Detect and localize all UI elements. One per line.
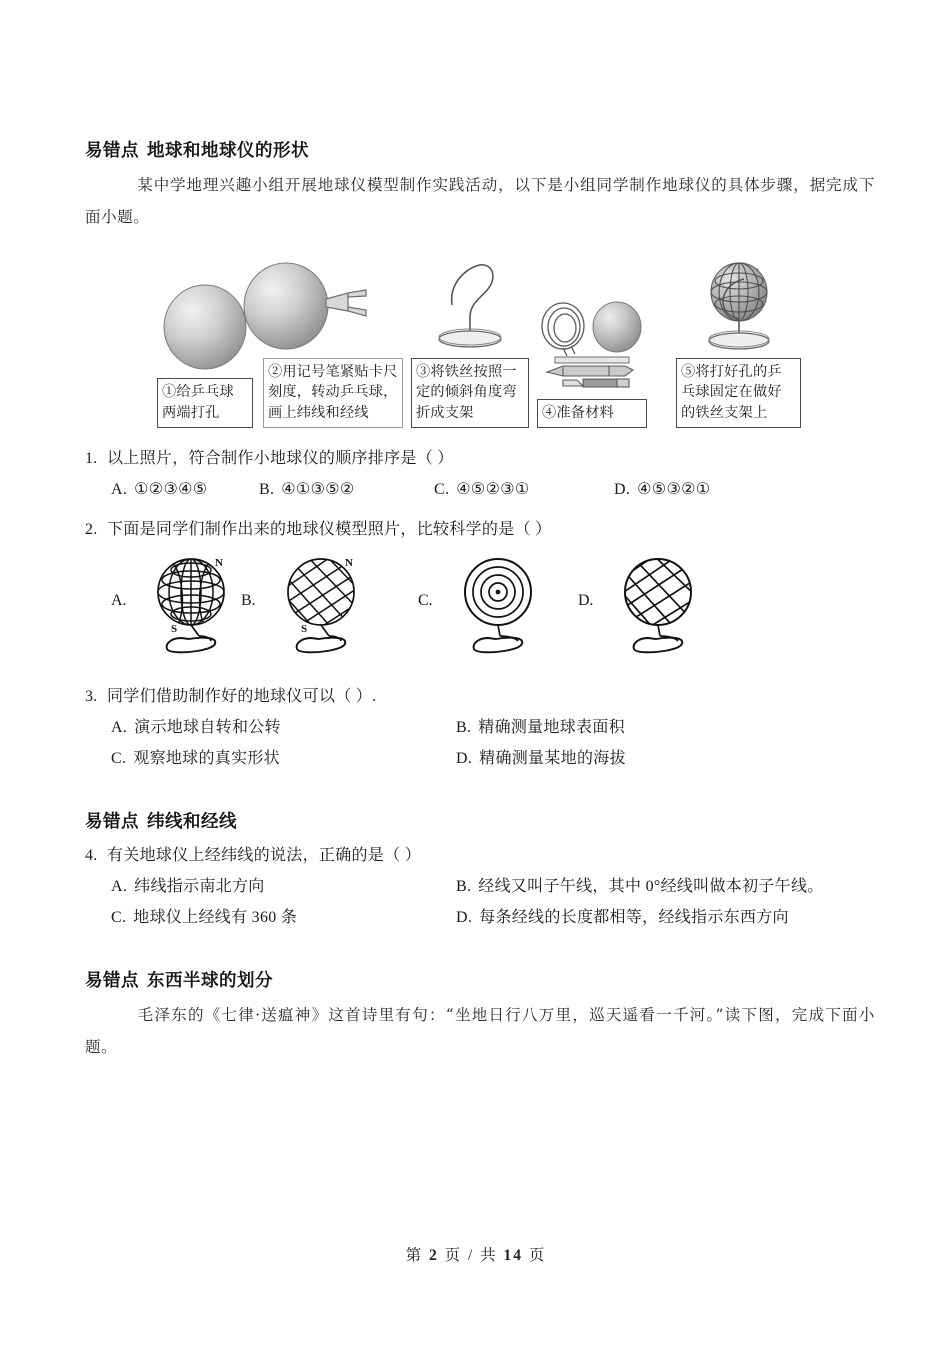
question-3-option-b[interactable] (456, 712, 801, 743)
step-4-caption: ④准备材料 (542, 404, 614, 421)
question-1-option-b-text: ④①③⑤② (281, 481, 355, 499)
section-3-intro (85, 1000, 875, 1064)
question-1-options (85, 474, 875, 505)
question-2-option-b-label: B. (241, 591, 256, 609)
section-heading-3-prefix: 易错点 (85, 970, 139, 991)
section-1-intro-text: 某中学地理兴趣小组开展地球仪模型制作实践活动，以下是小组同学制作地球仪的具体步骤，据完成下面小题。 (85, 176, 875, 227)
question-4-number: 4. (85, 846, 98, 864)
question-3-option-a[interactable] (111, 712, 456, 743)
question-1-option-b-label: B. (259, 481, 275, 499)
question-4-option-d-text: 每条经线的长度都相等，经线指示东西方向 (479, 909, 789, 927)
globe-making-steps-figure (85, 248, 875, 428)
question-3-option-c-label: C. (111, 750, 127, 768)
question-1-option-c-text: ④⑤②③① (456, 481, 530, 499)
step-5-caption: ⑤将打好孔的乒乓球固定在做好的铁丝支架上 (681, 364, 782, 421)
question-2-option-a[interactable] (111, 554, 241, 658)
question-3-option-c[interactable] (111, 743, 456, 774)
question-1-option-d-text: ④⑤③②① (637, 481, 711, 499)
question-2-figure-options (85, 554, 875, 658)
section-heading-3-title: 东西半球的划分 (147, 970, 273, 991)
pole-label-south-a: S (171, 622, 178, 635)
globe-icon-a (141, 554, 245, 656)
question-1-option-a-label: A. (111, 481, 128, 499)
section-heading-2-prefix: 易错点 (85, 811, 139, 832)
section-heading-2 (85, 809, 875, 835)
question-3-option-d-text: 精确测量某地的海拔 (479, 750, 626, 768)
step-2-caption: ②用记号笔紧贴卡尺刻度，转动乒乓球，画上纬线和经线 (268, 364, 398, 421)
question-4-stem (85, 841, 875, 871)
question-4-option-c[interactable] (111, 902, 456, 933)
question-1-option-c-label: C. (434, 481, 450, 499)
question-3-options-row-2 (85, 743, 875, 774)
section-heading-2-title: 纬线和经线 (147, 811, 237, 832)
question-4-option-c-text: 地球仪上经线有 360 条 (133, 909, 298, 927)
question-3-text: 同学们借助制作好的地球仪可以（ ）. (107, 687, 377, 705)
step-3 (411, 358, 529, 427)
section-1-intro (85, 170, 875, 234)
section-heading-1-prefix: 易错点 (85, 141, 139, 161)
footer-middle: 页 / 共 (444, 1247, 498, 1264)
section-3-intro-text: 毛泽东的《七律·送瘟神》这首诗里有句：“坐地日行八万里，巡天遥看一千河。”读下图，完成下面小题。 (85, 1005, 875, 1056)
question-1-option-a[interactable] (111, 474, 259, 505)
question-3-option-d[interactable] (456, 743, 801, 774)
question-2-option-c[interactable] (418, 554, 548, 658)
question-4-option-b-text: 经线又叫子午线，其中 0°经线叫做本初子午线。 (478, 878, 824, 896)
question-4-text: 有关地球仪上经纬线的说法，正确的是（ ） (107, 846, 422, 864)
question-2-option-d[interactable] (578, 554, 708, 658)
step-2-illustration (240, 259, 378, 358)
question-1-option-b[interactable] (259, 474, 434, 505)
question-2-option-a-label: A. (111, 591, 127, 609)
footer-current-page: 2 (428, 1247, 439, 1264)
question-3-option-b-text: 精确测量地球表面积 (478, 719, 625, 737)
question-1-text: 以上照片，符合制作小地球仪的顺序排序是（ ） (107, 449, 454, 467)
question-3-option-b-label: B. (456, 719, 472, 737)
page-content (85, 138, 875, 1063)
question-3-option-c-text: 观察地球的真实形状 (133, 750, 280, 768)
step-1-caption: ①给乒乓球两端打孔 (162, 384, 234, 421)
question-1-option-d[interactable] (614, 474, 710, 505)
question-4-options-row-2 (85, 902, 875, 933)
question-4-option-d-label: D. (456, 909, 473, 927)
question-2-stem (85, 515, 875, 545)
step-4-illustration (533, 300, 651, 399)
question-2-option-b[interactable] (241, 554, 371, 658)
question-4-option-b[interactable] (456, 871, 824, 902)
section-heading-1-title: 地球和地球仪的形状 (147, 141, 309, 161)
question-3-options-row-1 (85, 712, 875, 743)
question-3-option-a-text: 演示地球自转和公转 (134, 719, 281, 737)
question-3-option-a-label: A. (111, 719, 128, 737)
pole-label-north-a: N (215, 556, 223, 569)
page-footer (0, 1243, 952, 1265)
question-2-number: 2. (85, 521, 98, 539)
globe-icon-d (608, 554, 712, 656)
step-2-caption-box (263, 358, 403, 427)
section-heading-3 (85, 968, 875, 994)
step-1 (157, 378, 253, 427)
question-1-option-c[interactable] (434, 474, 614, 505)
footer-suffix: 页 (528, 1247, 547, 1264)
step-2 (263, 358, 403, 427)
question-4-option-a[interactable] (111, 871, 456, 902)
question-1-stem (85, 444, 875, 474)
question-1-option-d-label: D. (614, 481, 631, 499)
step-5 (676, 358, 801, 427)
step-1-caption-box (157, 378, 253, 427)
globe-icon-b (271, 554, 375, 656)
step-4-caption-box (537, 399, 647, 428)
question-4-option-b-label: B. (456, 878, 472, 896)
step-3-caption-box (411, 358, 529, 427)
question-3-number: 3. (85, 687, 98, 705)
step-3-illustration (422, 259, 518, 358)
step-5-illustration (684, 259, 794, 358)
section-heading-1 (85, 138, 875, 164)
globe-icon-c (448, 554, 552, 656)
question-4-option-a-text: 纬线指示南北方向 (134, 878, 265, 896)
question-3-stem (85, 682, 875, 712)
question-2-option-c-label: C. (418, 591, 433, 609)
step-4 (537, 399, 647, 428)
question-4-option-d[interactable] (456, 902, 801, 933)
question-2-option-d-label: D. (578, 591, 594, 609)
question-3-option-d-label: D. (456, 750, 473, 768)
question-4-option-c-label: C. (111, 909, 127, 927)
question-4-options-row-1 (85, 871, 875, 902)
footer-prefix: 第 (405, 1247, 424, 1264)
pole-label-south-b: S (301, 622, 308, 635)
step-5-caption-box (676, 358, 801, 427)
question-1-option-a-text: ①②③④⑤ (134, 481, 208, 499)
question-4-option-a-label: A. (111, 878, 128, 896)
question-1-number: 1. (85, 449, 98, 467)
question-2-text: 下面是同学们制作出来的地球仪模型照片，比较科学的是（ ） (107, 521, 552, 539)
step-3-caption: ③将铁丝按照一定的倾斜角度弯折成支架 (416, 364, 517, 421)
pole-label-north-b: N (345, 556, 353, 569)
step-1-illustration (159, 281, 251, 378)
footer-total-pages: 14 (503, 1247, 524, 1264)
